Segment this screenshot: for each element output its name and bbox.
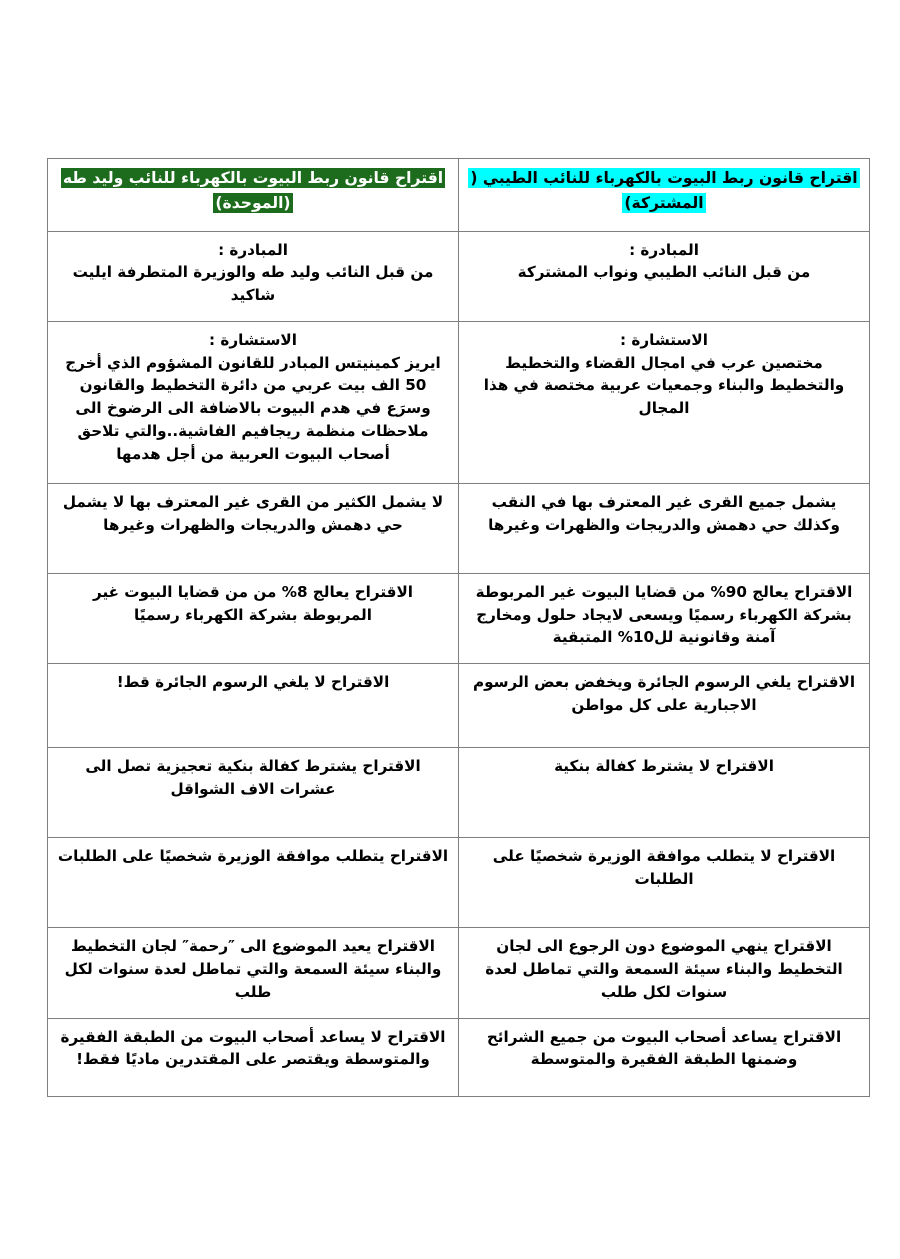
header-cell-left-proposal	[48, 159, 459, 232]
cell-left-initiative	[48, 231, 459, 321]
text-left-consultation: ايريز كمينيتس المبادر للقانون المشؤوم الذي أخرج 50 الف بيت عربي من دائرة التخطيط والقانون وسرَع في هدم البيوت بالاضافة الى الرضوخ الى ملاحظات منظمة ريجافيم الفاشية..والتي تلاحق أصحاب البيوت العربية من أجل هدمها	[65, 353, 441, 463]
label-right-initiative: المبادرة :	[629, 240, 699, 259]
table-row-villages	[48, 483, 870, 573]
cell-left-bank-guarantee: الاقتراح يشترط كفالة بنكية تعجيزية تصل الى عشرات الاف الشواقل	[48, 748, 459, 838]
cell-right-fees: الاقتراح يلغي الرسوم الجائرة ويخفض بعض الرسوم الاجبارية على كل مواطن	[459, 664, 870, 748]
cell-left-social-class: الاقتراح لا يساعد أصحاب البيوت من الطبقة الفقيرة والمتوسطة ويقتصر على المقتدرين ماديًا فقط!	[48, 1018, 459, 1096]
table-row-social-class	[48, 1018, 870, 1096]
cell-left-planning-committee: الاقتراح يعيد الموضوع الى ″رحمة″ لجان التخطيط والبناء سيئة السمعة والتي تماطل لعدة سنوات لكل طلب	[48, 928, 459, 1018]
table-row-minister-approval	[48, 838, 870, 928]
cell-left-consultation	[48, 321, 459, 483]
cell-left-villages: لا يشمل الكثير من القرى غير المعترف بها لا يشمل حي دهمش والدريجات والظهرات وغيرها	[48, 483, 459, 573]
header-left-title: اقتراح قانون ربط البيوت بالكهرباء للنائب وليد طه (الموحدة)	[62, 169, 444, 213]
text-left-initiative: من قبل النائب وليد طه والوزيرة المتطرفة ايليت شاكيد	[72, 263, 434, 305]
cell-right-initiative	[459, 231, 870, 321]
table-header-row	[48, 159, 870, 232]
cell-right-planning-committee: الاقتراح ينهي الموضوع دون الرجوع الى لجان التخطيط والبناء سيئة السمعة والتي تماطل لعدة سنوات لكل طلب	[459, 928, 870, 1018]
label-left-consultation: الاستشارة :	[209, 330, 297, 349]
label-right-consultation: الاستشارة :	[620, 330, 708, 349]
header-cell-right-proposal	[459, 159, 870, 232]
table-row-bank-guarantee	[48, 748, 870, 838]
cell-right-social-class: الاقتراح يساعد أصحاب البيوت من جميع الشرائح وضمنها الطبقة الفقيرة والمتوسطة	[459, 1018, 870, 1096]
cell-right-villages: يشمل جميع القرى غير المعترف بها في النقب وكذلك حي دهمش والدريجات والظهرات وغيرها	[459, 483, 870, 573]
comparison-table	[47, 158, 870, 1097]
cell-right-bank-guarantee: الاقتراح لا يشترط كفالة بنكية	[459, 748, 870, 838]
cell-left-minister-approval: الاقتراح يتطلب موافقة الوزيرة شخصيًا على الطلبات	[48, 838, 459, 928]
text-right-consultation: مختصين عرب في امجال القضاء والتخطيط والتخطيط والبناء وجمعيات عربية مختصة في هذا المجال	[483, 353, 845, 418]
cell-right-consultation	[459, 321, 870, 483]
table-row-initiative	[48, 231, 870, 321]
table-row-consultation	[48, 321, 870, 483]
header-right-title: اقتراح قانون ربط البيوت بالكهرباء للنائب الطيبي ( المشتركة)	[470, 169, 858, 213]
cell-right-minister-approval: الاقتراح لا يتطلب موافقة الوزيرة شخصيًا على الطلبات	[459, 838, 870, 928]
cell-left-fees: الاقتراح لا يلغي الرسوم الجائرة قط!	[48, 664, 459, 748]
table-row-fees	[48, 664, 870, 748]
cell-left-percentage: الاقتراح يعالج 8% من من قضايا البيوت غير المربوطة بشركة الكهرباء رسميًا	[48, 573, 459, 663]
label-left-initiative: المبادرة :	[218, 240, 288, 259]
text-right-initiative: من قبل النائب الطيبي ونواب المشتركة	[517, 263, 811, 282]
table-row-planning-committee	[48, 928, 870, 1018]
cell-right-percentage: الاقتراح يعالج 90% من قضايا البيوت غير المربوطة بشركة الكهرباء رسميًا ويسعى لايجاد حلول ومخارج آمنة وقانونية لل10% المتبقية	[459, 573, 870, 663]
table-row-percentage	[48, 573, 870, 663]
